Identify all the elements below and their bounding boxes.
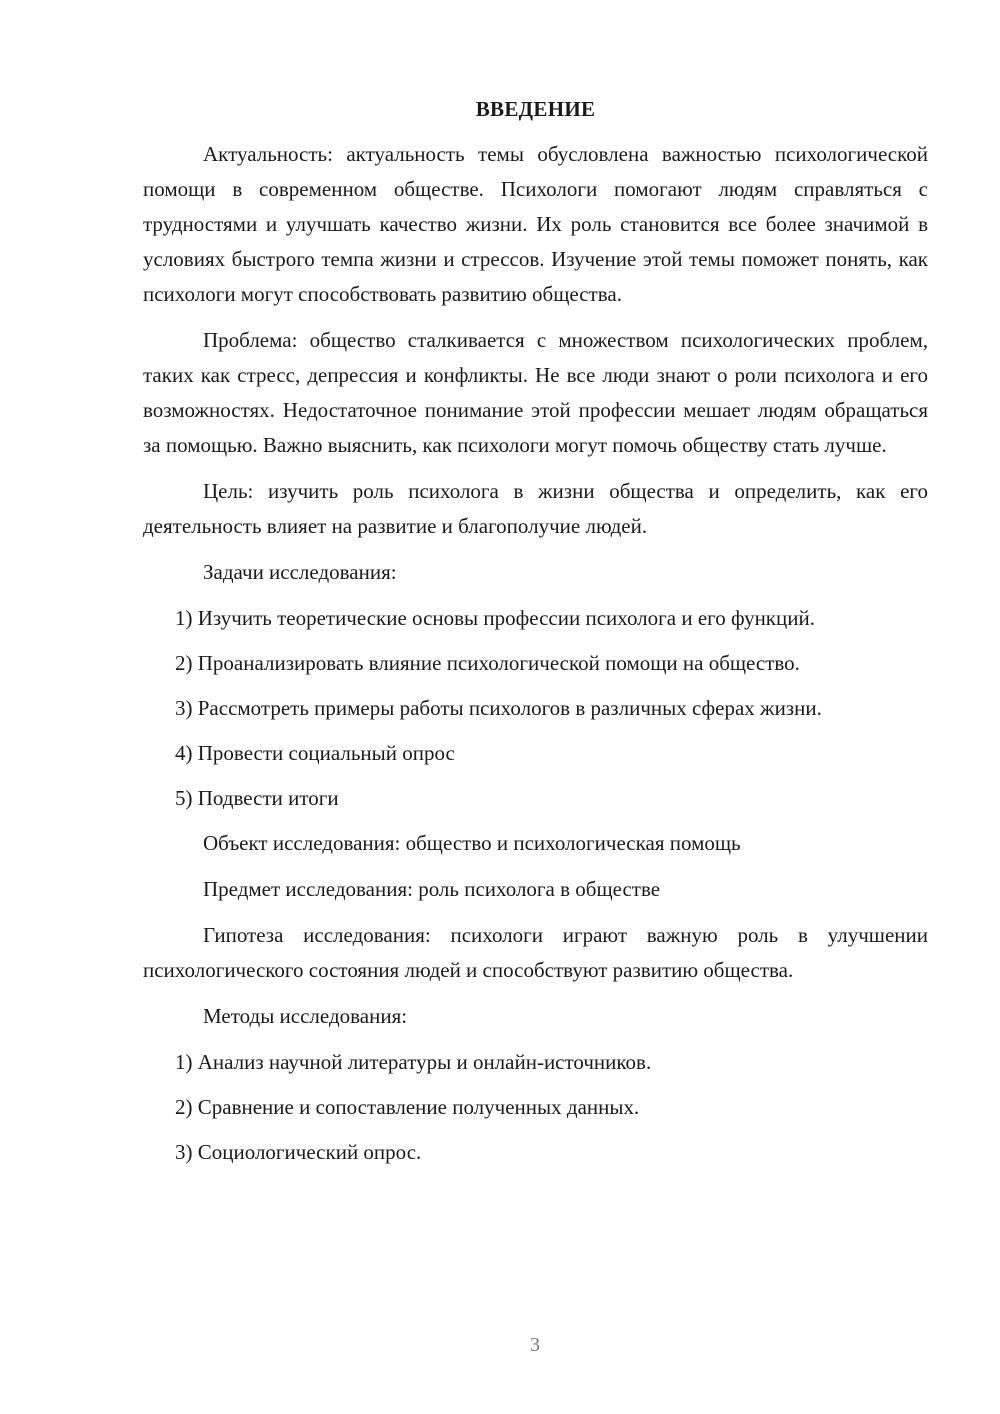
task-item-4: 4) Провести социальный опрос	[175, 741, 455, 765]
hypothesis-paragraph: Гипотеза исследования: психологи играют важную роль в улучшении психологического состояния людей и способствуют развитию общества.	[143, 923, 928, 982]
task-item-2: 2) Проанализировать влияние психологической помощи на общество.	[175, 651, 800, 675]
goal-paragraph: Цель: изучить роль психолога в жизни общества и определить, как его деятельность влияет на развитие и благополучие людей.	[143, 479, 928, 538]
problem-paragraph: Проблема: общество сталкивается с множеством психологических проблем, таких как стресс, депрессия и конфликты. Не все люди знают о роли психолога и его возможностях. Недостаточное понимание этой профессии мешает людям обращаться за помощью. Важно выяснить, как психологи могут помочь обществу стать лучше.	[143, 328, 928, 457]
method-item-1: 1) Анализ научной литературы и онлайн-источников.	[175, 1050, 652, 1074]
method-item-3: 3) Социологический опрос.	[175, 1140, 422, 1164]
method-item-2: 2) Сравнение и сопоставление полученных данных.	[175, 1095, 640, 1119]
object-paragraph: Объект исследования: общество и психологическая помощь	[203, 831, 741, 855]
task-item-5: 5) Подвести итоги	[175, 786, 339, 810]
page-number: 3	[530, 1334, 540, 1356]
task-item-1: 1) Изучить теоретические основы профессии психолога и его функций.	[175, 606, 815, 630]
tasks-heading: Задачи исследования:	[203, 560, 397, 584]
methods-heading: Методы исследования:	[203, 1004, 408, 1028]
page-title: ВВЕДЕНИЕ	[475, 97, 596, 121]
subject-paragraph: Предмет исследования: роль психолога в обществе	[203, 877, 661, 901]
document-page	[143, 92, 928, 1180]
relevance-paragraph: Актуальность: актуальность темы обусловлена важностью психологической помощи в современном обществе. Психологи помогают людям справляться с трудностями и улучшать качество жизни. Их роль становится все более значимой в условиях быстрого темпа жизни и стрессов. Изучение этой темы поможет понять, как психологи могут способствовать развитию общества.	[143, 142, 928, 306]
task-item-3: 3) Рассмотреть примеры работы психологов в различных сферах жизни.	[175, 696, 822, 720]
